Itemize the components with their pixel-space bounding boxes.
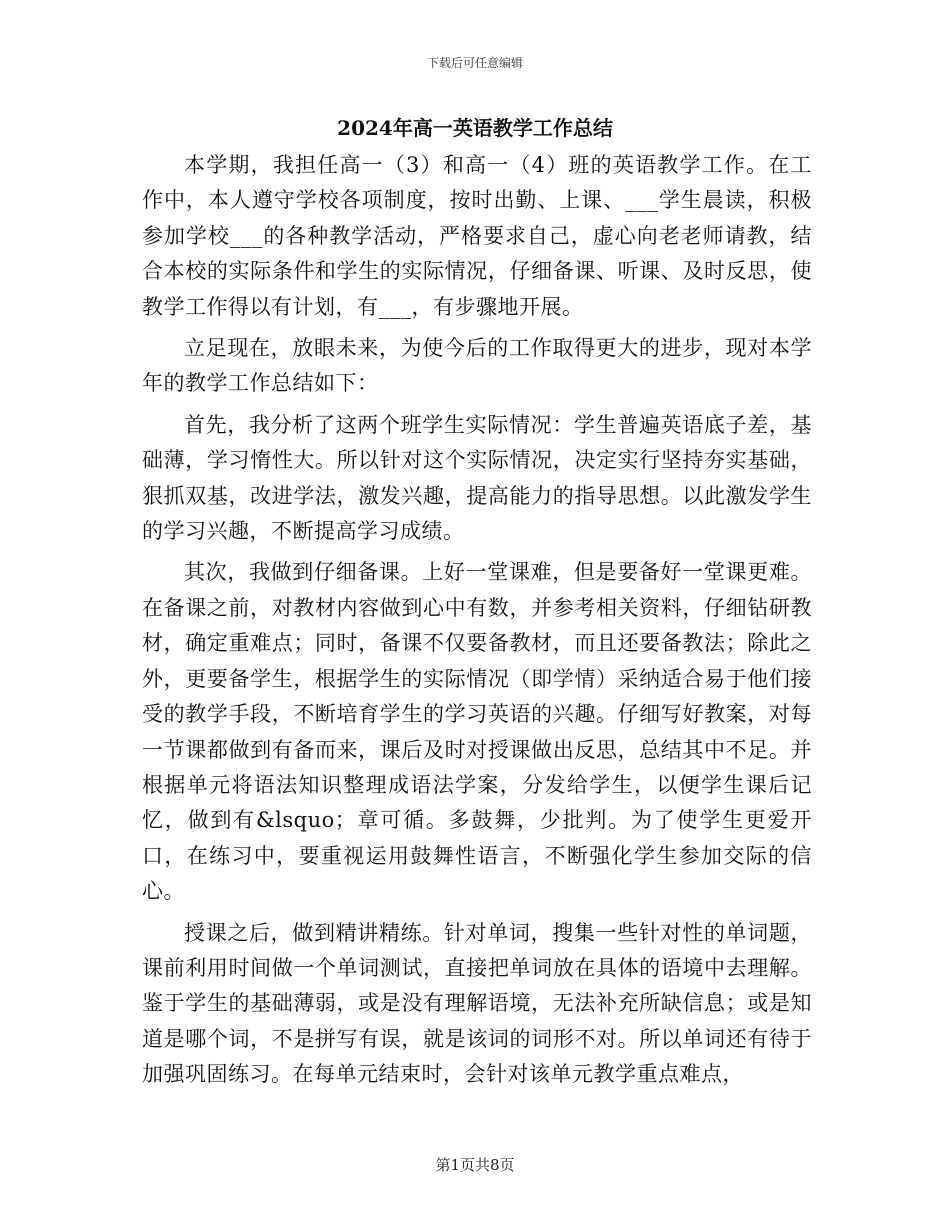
page-indicator: 第1页共8页 — [435, 1156, 515, 1174]
paragraph: 授课之后，做到精讲精练。针对单词，搜集一些针对性的单词题，课前利用时间做一个单词测试，直接把单词放在具体的语境中去理解。鉴于学生的基础薄弱，或是没有理解语境，无法补充所缺信息；或是知道是哪个词，不是拼写有误，就是该词的词形不对。所以单词还有待于加强巩固练习。在每单元结束时，会针对该单元教学重点难点， — [142, 920, 812, 1087]
document-body — [142, 148, 812, 1099]
paragraph: 立足现在，放眼未来，为使今后的工作取得更大的进步，现对本学年的教学工作总结如下： — [142, 336, 812, 396]
paragraph: 其次，我做到仔细备课。上好一堂课难，但是要备好一堂课更难。在备课之前，对教材内容做到心中有数，并参考相关资料，仔细钻研教材，确定重难点；同时，备课不仅要备教材，而且还要备教法；除此之外，更要备学生，根据学生的实际情况（即学情）采纳适合易于他们接受的教学手段，不断培育学生的学习英语的兴趣。仔细写好教案，对每一节课都做到有备而来，课后及时对授课做出反思，总结其中不足。并根据单元将语法知识整理成语法学案，分发给学生，以便学生课后记忆，做到有&lsquo；章可循。多鼓舞，少批判。为了使学生更爱开口，在练习中，要重视运用鼓舞性语言，不断强化学生参加交际的信心。 — [142, 560, 812, 904]
paragraph: 本学期，我担任高一（3）和高一（4）班的英语教学工作。在工作中，本人遵守学校各项制度，按时出勤、上课、___学生晨读，积极参加学校___的各种教学活动，严格要求自己，虚心向老老师请教，结合本校的实际条件和学生的实际情况，仔细备课、听课、及时反思，使教学工作得以有计划，有___，有步骤地开展。 — [142, 153, 812, 319]
document-title: 2024年高一英语教学工作总结 — [337, 116, 613, 140]
paragraph: 首先，我分析了这两个班学生实际情况：学生普遍英语底子差，基础薄，学习惰性大。所以针对这个实际情况，决定实行坚持夯实基础，狠抓双基，改进学法，激发兴趣，提高能力的指导思想。以此激发学生的学习兴趣，不断提高学习成绩。 — [142, 412, 812, 544]
header-note: 下载后可任意编辑 — [426, 56, 523, 70]
